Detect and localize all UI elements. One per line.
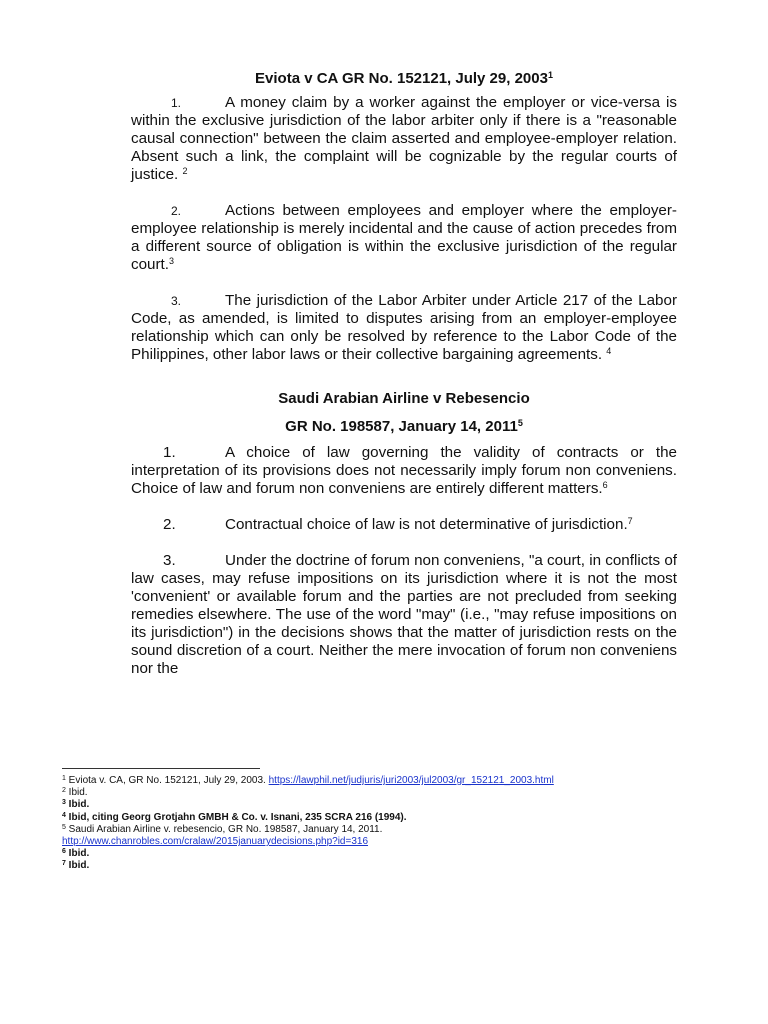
footnote-2 bbox=[62, 787, 722, 799]
item-number: 1. bbox=[171, 96, 182, 110]
footnote-number: 1 bbox=[62, 775, 66, 782]
item-text: Actions between employees and employer where the employer-employee relationship is merely incidental and the cause of action precedes from a different source of obligation is within the exclusive jurisdiction of the regular court. bbox=[131, 202, 677, 273]
item-text: Under the doctrine of forum non conveniens, "a court, in conflicts of law cases, may refuse impositions on its jurisdiction where it is not the most 'convenient' or available forum and the parties are not precluded from seeking remedies elsewhere. The use of the word "may" (i.e., "may refuse impositions on its jurisdiction") in the decisions shows that the matter of jurisdiction rests on the sound discretion of a court. Neither the mere invocation of forum non conveniens nor the bbox=[131, 552, 677, 677]
footnote-1 bbox=[62, 775, 722, 787]
footnote-5 bbox=[62, 824, 722, 836]
section2-title: Saudi Arabian Airline v Rebesencio bbox=[278, 390, 530, 407]
section1-item-1 bbox=[131, 94, 677, 184]
section2-item-1 bbox=[131, 444, 677, 498]
footnote-text: Ibid. bbox=[65, 787, 88, 799]
section1-title bbox=[131, 70, 677, 88]
footnote-link[interactable]: http://www.chanrobles.com/cralaw/2015januarydecisions.php?id=316 bbox=[62, 836, 369, 848]
item-number: 3. bbox=[163, 552, 176, 569]
footnote-number: 3 bbox=[62, 799, 66, 807]
section2-item-2 bbox=[131, 516, 677, 534]
item-text: The jurisdiction of the Labor Arbiter under Article 217 of the Labor Code, as amended, is limited to disputes arising from an employer-employee relationship which can only be resolved by reference to the Labor Code of the Philippines, other labor laws or their collective bargaining agreements. bbox=[131, 292, 677, 363]
footnote-ref[interactable]: 4 bbox=[606, 346, 612, 356]
item-text: Contractual choice of law is not determinative of jurisdiction. bbox=[225, 516, 628, 533]
item-text: A choice of law governing the validity of contracts or the interpretation of its provisions does not necessarily imply forum non conveniens. Choice of law and forum non conveniens are entirely different matters. bbox=[131, 444, 677, 497]
footnote-6 bbox=[62, 848, 722, 860]
item-number: 3. bbox=[171, 294, 182, 308]
section2-subtitle bbox=[131, 418, 677, 436]
item-number: 2. bbox=[171, 204, 182, 218]
footnote-number: 5 bbox=[62, 823, 66, 831]
footnote-ref[interactable]: 6 bbox=[602, 480, 608, 490]
footnote-number: 7 bbox=[62, 860, 66, 868]
footnote-number: 4 bbox=[62, 811, 66, 819]
footnote-divider bbox=[62, 768, 260, 769]
footnote-text: Ibid. bbox=[65, 860, 90, 872]
footnote-number: 2 bbox=[62, 787, 66, 795]
footnote-text: Ibid. bbox=[65, 799, 90, 811]
item-number: 1. bbox=[163, 444, 176, 461]
footnote-text: Saudi Arabian Airline v. rebesencio, GR No. 198587, January 14, 2011. bbox=[65, 823, 383, 835]
footnote-4 bbox=[62, 812, 722, 824]
footnote-text: Ibid, citing Georg Grotjahn GMBH & Co. v. Isnani, 235 SCRA 216 (1994). bbox=[65, 811, 407, 823]
item-text: A money claim by a worker against the employer or vice-versa is within the exclusive jurisdiction of the labor arbiter only if there is a "reasonable causal connection" between the claim asserted and employee-employer relation. Absent such a link, the complaint will be cognizable by the regular courts of justice. bbox=[131, 94, 677, 183]
footnote-7 bbox=[62, 860, 722, 872]
footnote-ref[interactable]: 1 bbox=[547, 70, 553, 80]
footnote-ref[interactable]: 2 bbox=[182, 166, 188, 176]
main-content bbox=[131, 70, 677, 696]
footnote-number: 6 bbox=[62, 848, 66, 856]
section1-title-text: Eviota v CA GR No. 152121, July 29, 2003 bbox=[255, 70, 548, 87]
footnotes bbox=[62, 775, 722, 873]
footnote-link[interactable]: https://lawphil.net/judjuris/juri2003/jul2003/gr_152121_2003.html bbox=[268, 775, 554, 786]
section1-item-3 bbox=[131, 292, 677, 364]
footnote-ref[interactable]: 3 bbox=[168, 256, 174, 266]
section2-item-3 bbox=[131, 552, 677, 678]
footnote-text: Eviota v. CA, GR No. 152121, July 29, 2003. bbox=[65, 775, 269, 786]
section1-item-2 bbox=[131, 202, 677, 274]
section2-subtitle-text: GR No. 198587, January 14, 2011 bbox=[285, 418, 518, 435]
footnote-ref[interactable]: 5 bbox=[517, 418, 523, 428]
footnote-ref[interactable]: 7 bbox=[627, 516, 633, 526]
footnote-3 bbox=[62, 799, 722, 811]
item-number: 2. bbox=[163, 516, 176, 533]
footnote-text: Ibid. bbox=[65, 848, 90, 860]
footnote-5-link-line bbox=[62, 836, 722, 848]
